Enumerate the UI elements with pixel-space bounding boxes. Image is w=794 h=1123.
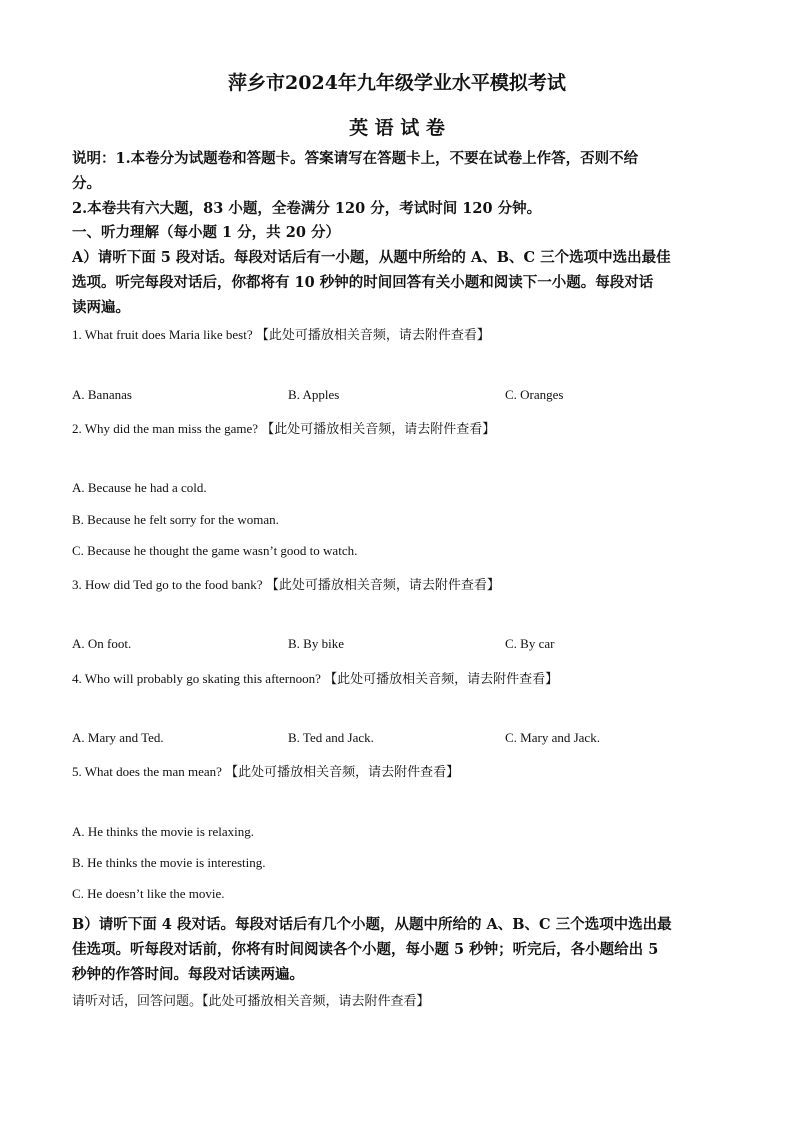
question-5-option-a: A. He thinks the movie is relaxing. [72, 824, 254, 839]
question-1-option-b: B. Apples [288, 387, 340, 402]
question-3-option-b: B. By bike [288, 636, 344, 651]
exam-subtitle: 英 语 试 卷 [349, 117, 445, 139]
section-heading: 一、听力理解（每小题 1 分，共 20 分） [72, 224, 340, 241]
question-1-option-c: C. Oranges [505, 387, 564, 402]
instructions-line-3: 2.本卷共有六大题，83 小题，全卷满分 120 分，考试时间 120 分钟。 [72, 200, 542, 217]
question-1-option-a: A. Bananas [72, 387, 132, 402]
part-a-line-1: A）请听下面 5 段对话。每段对话后有一小题，从题中所给的 A、B、C 三个选项中选出最佳 [72, 249, 671, 266]
instructions-line-1: 说明：1.本卷分为试题卷和答题卡。答案请写在答题卡上，不要在试卷上作答，否则不给 [72, 150, 639, 167]
part-b-line-1: B）请听下面 4 段对话。每段对话后有几个小题，从题中所给的 A、B、C 三个选项中选出最 [72, 916, 672, 933]
question-2-option-b: B. Because he felt sorry for the woman. [72, 512, 279, 527]
question-2: 2. Why did the man miss the game? 【此处可播放相关音频，请去附件查看】 [72, 421, 496, 436]
question-5: 5. What does the man mean? 【此处可播放相关音频，请去附件查看】 [72, 764, 460, 779]
part-b-prompt: 请听对话，回答问题。【此处可播放相关音频，请去附件查看】 [72, 993, 430, 1008]
question-4-option-b: B. Ted and Jack. [288, 730, 374, 745]
exam-title: 萍乡市2024年九年级学业水平模拟考试 [228, 72, 566, 94]
question-4-option-c: C. Mary and Jack. [505, 730, 600, 745]
question-1: 1. What fruit does Maria like best? 【此处可播放相关音频，请去附件查看】 [72, 327, 490, 342]
part-a-line-2: 选项。听完每段对话后，你都将有 10 秒钟的时间回答有关小题和阅读下一小题。每段对话 [72, 274, 654, 291]
question-3-option-a: A. On foot. [72, 636, 132, 651]
part-b-line-3: 秒钟的作答时间。每段对话读两遍。 [72, 966, 304, 983]
question-2-option-a: A. Because he had a cold. [72, 480, 207, 495]
question-5-option-b: B. He thinks the movie is interesting. [72, 855, 266, 870]
instructions-line-2: 分。 [72, 175, 101, 192]
question-4-option-a: A. Mary and Ted. [72, 730, 164, 745]
part-a-line-3: 读两遍。 [72, 299, 130, 316]
question-2-option-c: C. Because he thought the game wasn’t good to watch. [72, 543, 358, 558]
question-5-option-c: C. He doesn’t like the movie. [72, 886, 225, 901]
part-b-line-2: 佳选项。听每段对话前，你将有时间阅读各个小题，每小题 5 秒钟；听完后，各小题给出 5 [72, 941, 659, 958]
question-3: 3. How did Ted go to the food bank? 【此处可播放相关音频，请去附件查看】 [72, 577, 500, 592]
question-4: 4. Who will probably go skating this afternoon? 【此处可播放相关音频，请去附件查看】 [72, 671, 559, 686]
question-3-option-c: C. By car [505, 636, 555, 651]
